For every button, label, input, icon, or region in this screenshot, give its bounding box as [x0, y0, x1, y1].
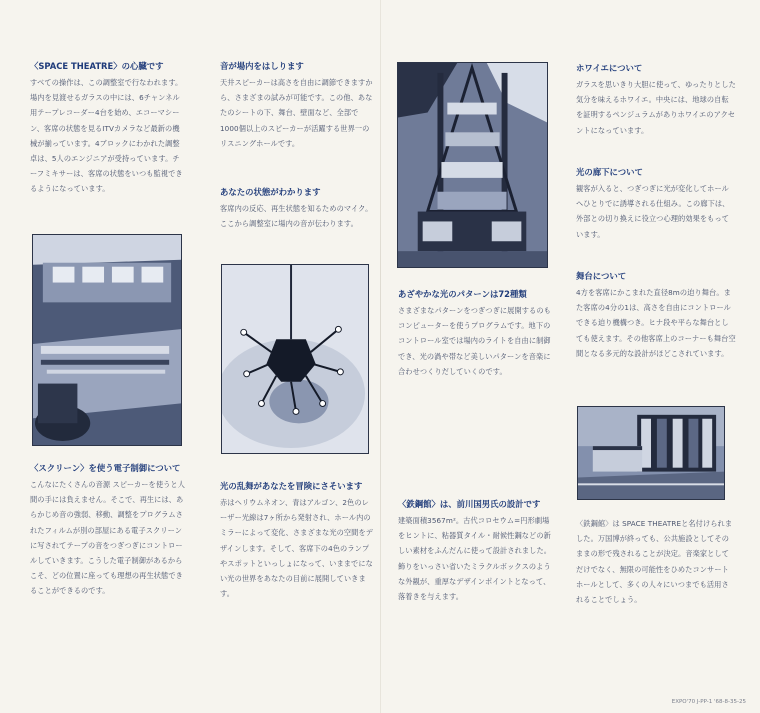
section-body: すべての操作は、この調整室で行なわれます。場内を見渡せるガラスの中には、6チャンネル用テープレコーダー4台を始め、エコーマシーン、客席の状態を見るITVカメラなど最新の機械が揃っています。4ブロックにわかれた調整卓は、5人のエンジニアが受持っています。チーフミキサーは、客席の状態をいつも監視できるようになっています。: [30, 78, 183, 194]
section-heading: 〈スクリーン〉を使う電子制御について: [30, 463, 181, 473]
control-room-photo: [32, 234, 182, 446]
section-heading: 光の廊下について: [576, 167, 643, 177]
section-body: 客席内の反応、再生状態を知るためのマイク。ここから調整室に場内の音が伝わります。: [220, 204, 373, 229]
section-status: [220, 186, 375, 233]
section-architect: [398, 498, 553, 638]
section-screen-control: [30, 462, 185, 627]
section-body: 4方を客席にかこまれた直径8mの迫り舞台。また客席の4分の1は、高さを自由にコントロールできる迫り機構つき。ヒナ段や平らな舞台としても使えます。その他客席上のコーナーも舞台空間となる多元的な設計がほどこされています。: [576, 288, 736, 358]
section-body: 天井スピーカーは高さを自由に調節できますから、さまざまの試みが可能です。この他、あなたのシートの下、舞台、壁面など、全部で1000個以上のスピーカーが活躍する世界一のリスニングホールです。: [220, 78, 373, 148]
section-body: こんなにたくさんの音源 スピーカーを使うと人間の手には負えません。そこで、再生には、あらかじめ音の強弱、移動、調整をプログラムされたフィルムが別の部屋にある電子スクリーンに写されてテープの音をつぎつぎにコントロールしていきます。こうした電子制御があるからこそ、どの位置に座っても理想の再生状態できることができるのです。: [30, 480, 185, 596]
section-light-patterns: [398, 288, 553, 398]
center-fold: [380, 0, 381, 713]
section-heading: 〈鉄鋼館〉は、前川国男氏の設計です: [398, 499, 541, 509]
section-light-dance: [220, 480, 375, 635]
section-sound: [220, 60, 375, 183]
section-heading: ホワイエについて: [576, 63, 643, 73]
section-body: 〈鉄鋼館〉は SPACE THEATREと名付けられました。万国博が終っても、公共施設としてそのままの形で残されることが決定。音楽家としてだけでなく、無限の可能性をひめたコンサートホールとして、多くの人々にいつまでも活用されることでしょう。: [576, 519, 733, 605]
section-heading: 光の乱舞があなたを冒険にさそいます: [220, 481, 363, 491]
section-body: さまざまなパターンをつぎつぎに展開するのもコンピューターを使うプログラムです。地下のコントロール室では場内のライトを自由に制御でき、光の渦や帯など美しいパターンを音楽に合わせつくりだしていくのです。: [398, 306, 551, 376]
section-foyer: [576, 62, 736, 141]
section-control-room: [30, 60, 185, 225]
section-heading: 〈SPACE THEATRE〉の心臓です: [30, 61, 164, 71]
section-heading: あなたの状態がわかります: [220, 187, 321, 197]
section-heading: あざやかな光のパターンは72種類: [398, 289, 527, 299]
steel-pavilion-photo: [577, 406, 725, 500]
section-space-theatre: [576, 516, 736, 641]
microphone-photo: [221, 264, 369, 454]
light-machine-photo: [397, 62, 548, 268]
section-corridor: [576, 166, 736, 245]
section-stage: [576, 270, 736, 395]
section-body: 観客が入ると、つぎつぎに光が変化してホールへひとりでに誘導される仕組み。この廊下は、外部との切り換えに役立つ心理的効果をもっています。: [576, 184, 730, 239]
section-body: 建築面積3567m²。古代コロセウム=円形劇場をヒントに、粘器質タイル・耐候性鋼などの新しい素材をふんだんに使って設計されました。飾りをいっさい省いたミラクルボックスのような外観が、重厚なデザインポイントとなって、落着きを与えます。: [398, 516, 552, 602]
section-body: 赤はヘリウムネオン、青はアルゴン、2色のレーザー光線は7ヶ所から発射され、ホール内のミラーによって変化、さまざまな光の空間をデザインします。そして、客席下の4色のランプやスポットといっしょになって、いままでにない光の世界をあなたの目前に展開していきます。: [220, 498, 374, 599]
print-code: EXPO'70 J-PP-1 '68-8-35-25: [671, 699, 746, 705]
section-heading: 音が場内をはしります: [220, 61, 304, 71]
section-heading: 舞台について: [576, 271, 627, 281]
section-body: ガラスを思いきり大胆に使って、ゆったりとした気分を味えるホワイエ。中央には、地球の自転を証明するペンジュラムがありホワイエのアクセントになっています。: [576, 80, 736, 135]
